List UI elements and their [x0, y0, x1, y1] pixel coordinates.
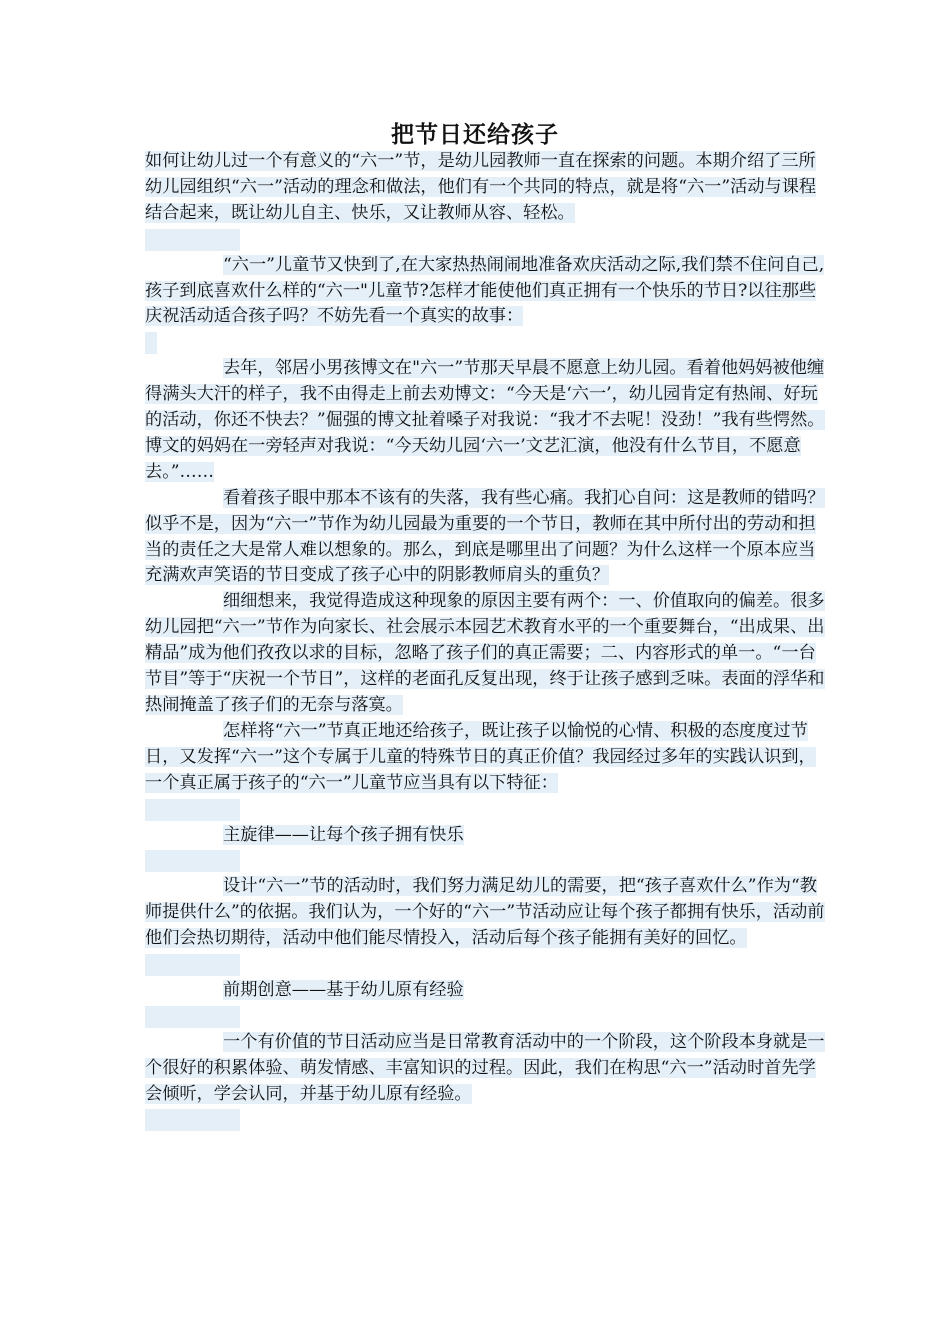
section-heading-1-text: 主旋律——让每个孩子拥有快乐	[223, 824, 464, 845]
intro-text: 如何让幼儿过一个有意义的“六一”节，是幼儿园教师一直在探索的问题。本期介绍了三所幼儿园组织“六一”活动的理念和做法，他们有一个共同的特点，就是将“六一”活动与课程结合起来，既让幼儿自主、快乐，又让教师从容、轻松。	[145, 151, 817, 223]
spacer	[145, 330, 825, 356]
document-body	[145, 149, 825, 1133]
paragraph-3-text: 看着孩子眼中那本不该有的失落，我有些心痛。我扪心自问：这是教师的错吗？似乎不是，因为“六一”节作为幼儿园最为重要的一个节日，教师在其中所付出的劳动和担当的责任之大是常人难以想象的。那么，到底是哪里出了问题？为什么这样一个原本应当充满欢声笑语的节日变成了孩子心中的阴影教师肩头的重负？	[145, 487, 825, 586]
spacer	[145, 797, 825, 823]
document-title: 把节日还给孩子	[391, 121, 559, 148]
paragraph-4-text: 细细想来，我觉得造成这种现象的原因主要有两个：一、价值取向的偏差。很多幼儿园把“六一”节作为向家长、社会展示本园艺术教育水平的一个重要舞台，“出成果、出精品”成为他们孜孜以求的目标，忽略了孩子们的真正需要；二、内容形式的单一。“一台节目”等于“庆祝一个节日”，这样的老面孔反复出现，终于让孩子感到乏味。表面的浮华和热闹掩盖了孩子们的无奈与落寞。	[145, 591, 825, 715]
paragraph-1-text: “六一”儿童节又快到了,在大家热热闹闹地准备欢庆活动之际,我们禁不住问自己,孩子到底喜欢什么样的“六一"儿童节?怎样才能使他们真正拥有一个快乐的节日?以往那些庆祝活动适合孩子吗？不妨先看一个真实的故事：	[145, 254, 825, 327]
paragraph-3	[145, 486, 825, 590]
spacer	[145, 227, 825, 253]
spacer	[145, 1004, 825, 1030]
paragraph-2-text: 去年，邻居小男孩博文在"六一”节那天早晨不愿意上幼儿园。看着他妈妈被他缠得满头大汗的样子，我不由得走上前去劝博文：“今天是‘六一’，幼儿园肯定有热闹、好玩的活动，你还不快去？”倔强的博文扯着嗓子对我说：“我才不去呢！没劲！”我有些愕然。博文的妈妈在一旁轻声对我说：“今天幼儿园‘六一’文艺汇演，他没有什么节目，不愿意去。”……	[145, 358, 825, 482]
spacer	[145, 1107, 825, 1133]
paragraph-7-text: 一个有价值的节日活动应当是日常教育活动中的一个阶段，这个阶段本身就是一个很好的积累体验、萌发情感、丰富知识的过程。因此，我们在构思“六一”活动时首先学会倾听，学会认同，并基于幼儿原有经验。	[145, 1031, 825, 1104]
paragraph-6-text: 设计“六一”节的活动时，我们努力满足幼儿的需要，把“孩子喜欢什么”作为“教师提供什么”的依据。我们认为，一个好的“六一”节活动应让每个孩子都拥有快乐，活动前他们会热切期待，活动中他们能尽情投入，活动后每个孩子能拥有美好的回忆。	[145, 876, 825, 949]
spacer	[145, 952, 825, 978]
intro-paragraph	[145, 149, 825, 227]
paragraph-5-text: 怎样将“六一”节真正地还给孩子，既让孩子以愉悦的心情、积极的态度度过节日，又发挥“六一”这个专属于儿童的特殊节日的真正价值？我园经过多年的实践认识到，一个真正属于孩子的“六一”儿童节应当具有以下特征：	[145, 720, 816, 793]
paragraph-7	[145, 1030, 825, 1108]
paragraph-4	[145, 589, 825, 719]
spacer	[145, 848, 825, 874]
paragraph-6	[145, 874, 825, 952]
paragraph-5	[145, 719, 825, 797]
section-heading-2	[145, 978, 825, 1004]
paragraph-2	[145, 356, 825, 486]
section-heading-2-text: 前期创意——基于幼儿原有经验	[223, 979, 464, 1000]
paragraph-1	[145, 253, 825, 331]
section-heading-1	[145, 823, 825, 849]
